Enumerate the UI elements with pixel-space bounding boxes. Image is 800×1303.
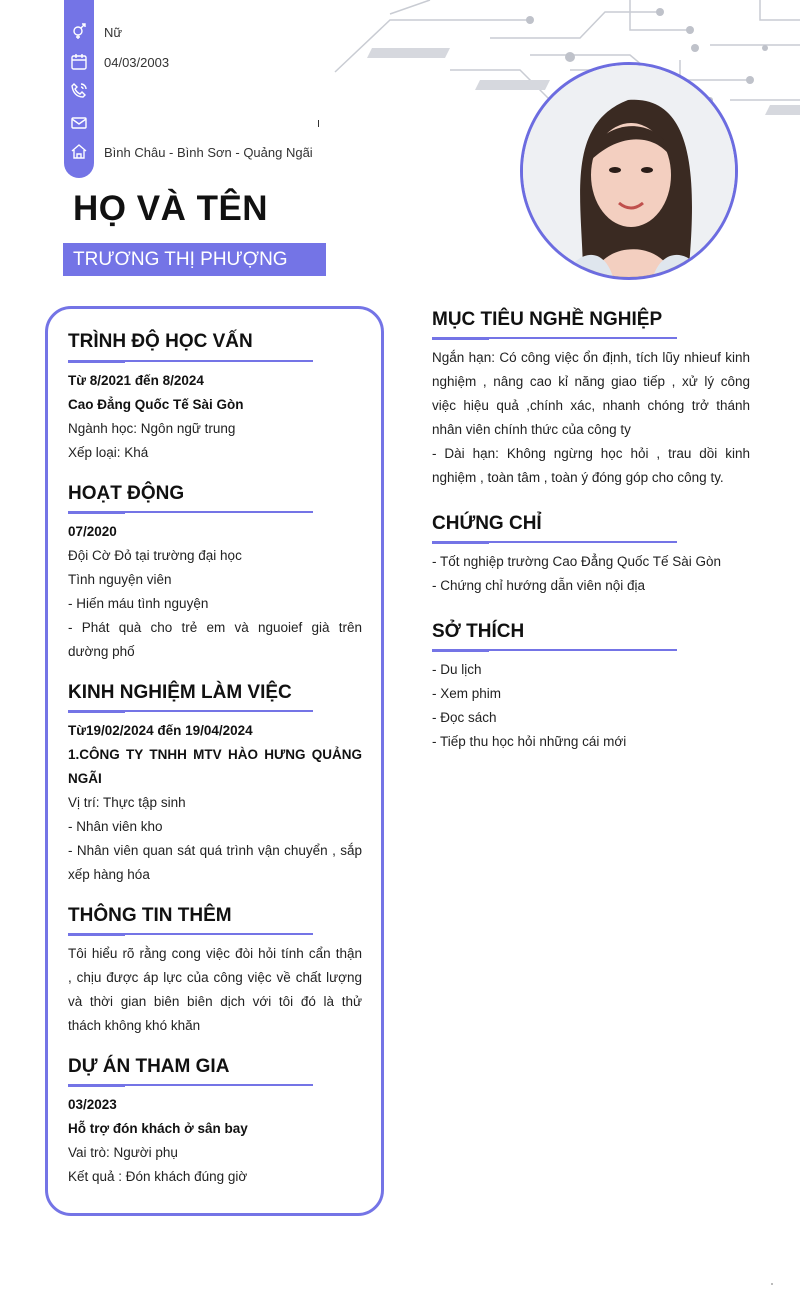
section-projects-line: 03/2023 [68,1097,117,1112]
section-education-underline-accent [68,360,125,363]
section-hobbies-line: - Tiếp thu học hỏi những cái mới [432,734,627,749]
section-activities-line: - Phát quà cho trẻ em và nguoief già trên [68,620,362,635]
section-certificates-line: - Chứng chỉ hướng dẫn viên nội địa [432,578,646,593]
section-experience-underline-accent [68,710,125,713]
gender-text: Nữ [104,25,123,40]
page-mark [771,1283,773,1285]
section-education-line: Từ 8/2021 đến 8/2024 [68,373,204,388]
section-extra-info-line: , chịu được áp lực của công việc về chất lượng [68,970,362,985]
section-activities-underline-accent [68,511,125,514]
section-education-line: Ngành học: Ngôn ngữ trung [68,421,236,436]
dob-text: 04/03/2003 [104,55,170,70]
section-experience-line: 1.CÔNG TY TNHH MTV HÀO HƯNG QUẢNG [68,747,362,762]
section-activities-line: 07/2020 [68,524,117,539]
section-experience-line: - Nhân viên quan sát quá trình vận chuyển , sắp [68,843,362,858]
section-projects-line: Kết quả : Đón khách đúng giờ [68,1169,248,1184]
section-experience-line: Từ19/02/2024 đến 19/04/2024 [68,723,253,738]
section-certificates-title: CHỨNG CHỈ [432,513,542,534]
section-certificates-underline-accent [432,541,489,544]
section-experience-line: NGÃI [68,771,102,786]
section-certificates-line: - Tốt nghiệp trường Cao Đẳng Quốc Tế Sài Gòn [432,554,722,569]
section-hobbies-underline-accent [432,649,489,652]
section-hobbies-line: - Xem phim [432,686,502,701]
calendar-icon [70,53,88,71]
section-extra-info-line: thách không khó khăn [68,1018,201,1033]
section-education-title: TRÌNH ĐỘ HỌC VẤN [68,331,253,352]
phone-icon [70,82,88,100]
section-activities-line: dường phố [68,644,135,659]
section-experience-line: xếp hàng hóa [68,867,150,882]
section-objective-line: Ngắn hạn: Có công việc ổn định, tích lũy nhieuf kinh [432,350,750,365]
section-activities-line: - Hiến máu tình nguyện [68,596,209,611]
profile-photo [520,62,738,280]
section-hobbies-line: - Du lịch [432,662,482,677]
section-hobbies-line: - Đọc sách [432,710,497,725]
section-projects-underline-accent [68,1084,125,1087]
name-heading: HỌ VÀ TÊN [73,189,269,228]
section-objective-line: - Dài hạn: Không ngừng học hỏi , trau dồi kinh [432,446,750,461]
section-activities-line: Tình nguyện viên [68,572,172,587]
section-extra-info-line: và thời gian biên biên dịch với tôi đó là thử [68,994,362,1009]
section-objective-title: MỤC TIÊU NGHỀ NGHIỆP [432,309,663,330]
section-objective-line: nhân viên chính thức của công ty [432,422,631,437]
section-projects-line: Hỗ trợ đón khách ở sân bay [68,1121,248,1136]
full-name: TRƯƠNG THỊ PHƯỢNG [63,243,326,276]
section-activities-line: Đội Cờ Đỏ tại trường đại học [68,548,242,563]
section-extra-info-title: THÔNG TIN THÊM [68,905,232,926]
section-objective-line: nghiệm , nâng cao kỉ năng giao tiếp , xử lý công [432,374,750,389]
section-hobbies-title: SỞ THÍCH [432,621,525,642]
section-extra-info-line: Tôi hiểu rõ rằng cong việc đòi hỏi tính cẩn thận [68,946,362,961]
section-objective-line: việc hiệu quả ,chính xác, nhanh chóng trở thánh [432,398,750,413]
home-icon [70,142,88,160]
gender-icon [70,22,88,40]
section-experience-title: KINH NGHIỆM LÀM VIỆC [68,682,292,703]
section-experience-line: - Nhân viên kho [68,819,163,834]
mail-icon [70,114,88,132]
section-objective-underline-accent [432,337,489,340]
section-projects-title: DỰ ÁN THAM GIA [68,1056,230,1077]
address-text: Bình Châu - Bình Sơn - Quảng Ngãi [104,145,313,160]
section-education-line: Cao Đẳng Quốc Tế Sài Gòn [68,397,244,412]
section-extra-info-underline-accent [68,933,125,936]
section-experience-line: Vị trí: Thực tập sinh [68,795,186,810]
section-objective-line: nghiệm , toàn tâm , toàn ý đóng góp cho công ty. [432,470,724,485]
section-activities-title: HOẠT ĐỘNG [68,483,185,504]
section-education-line: Xếp loại: Khá [68,445,149,460]
text-cursor-mark [318,120,319,127]
section-projects-line: Vai trò: Người phụ [68,1145,178,1160]
